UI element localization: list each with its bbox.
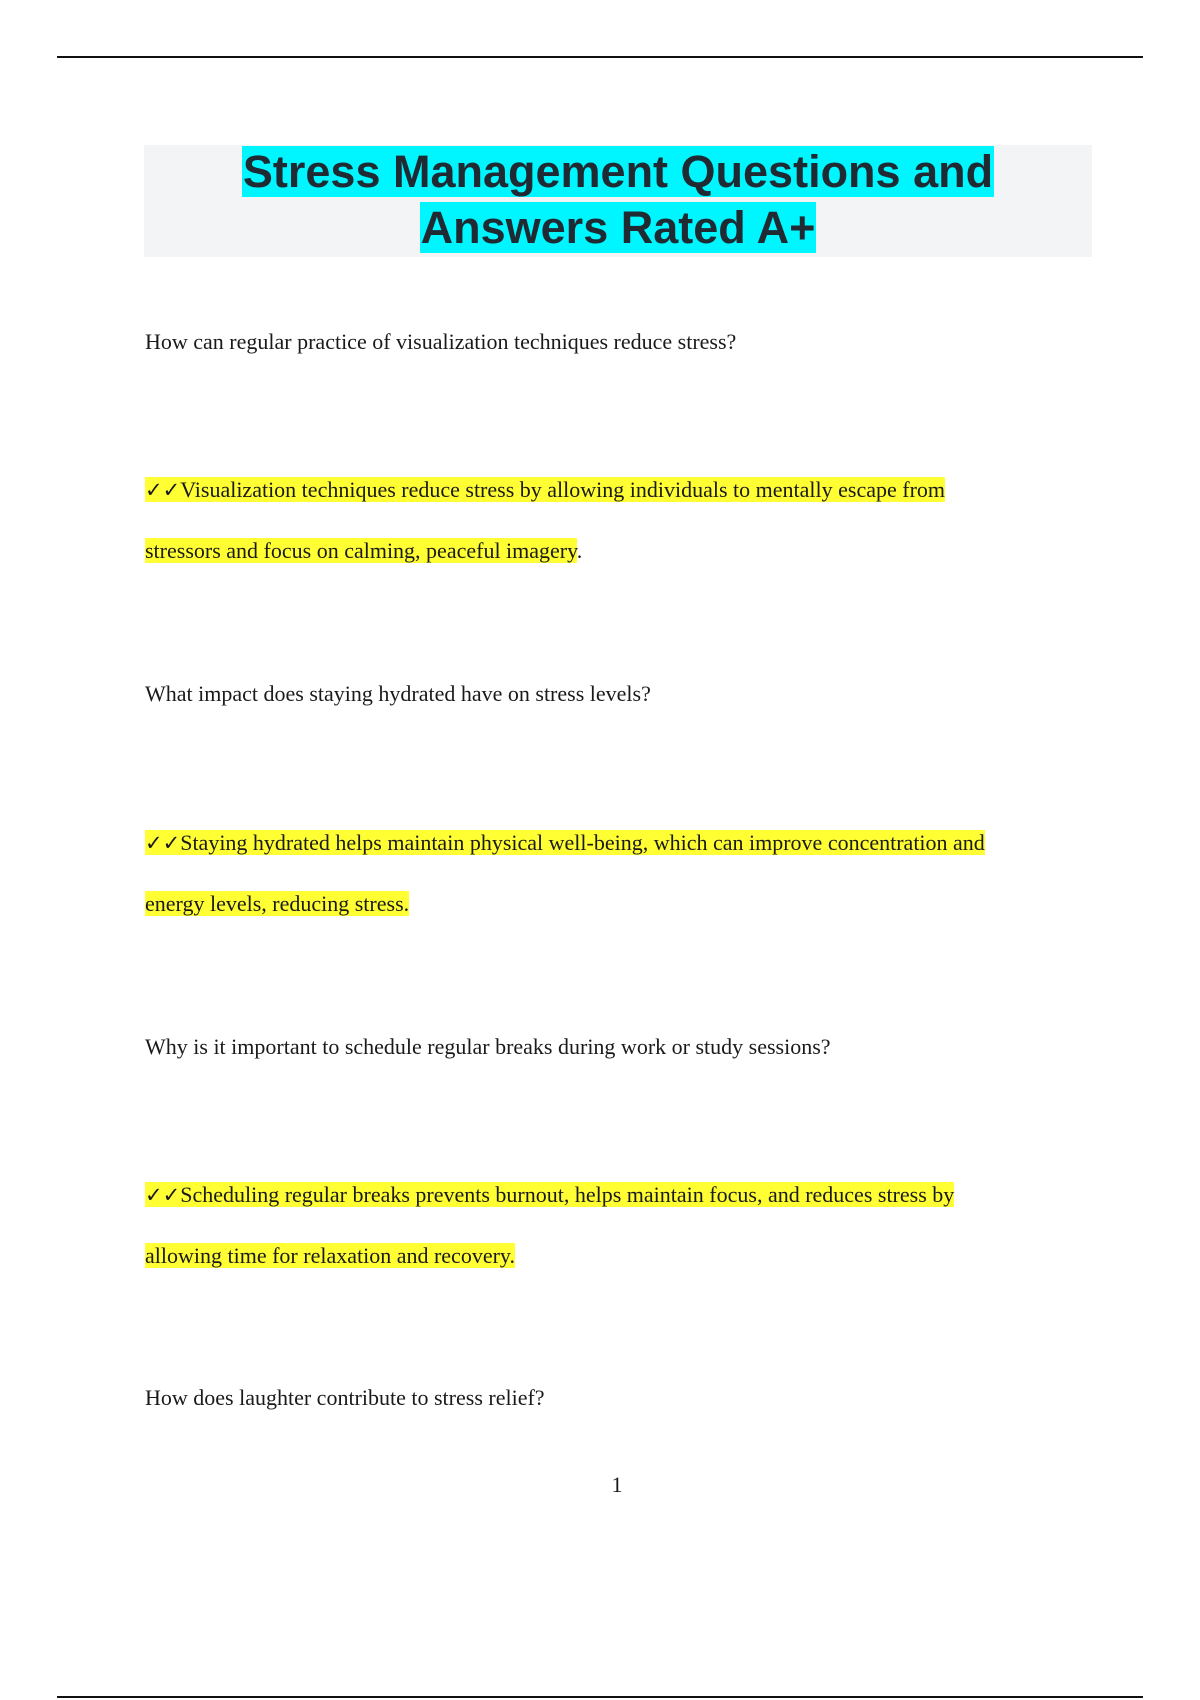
question-4: How does laughter contribute to stress relief? <box>145 1385 545 1410</box>
question-1: How can regular practice of visualization techniques reduce stress? <box>145 329 737 354</box>
page-title-line-2: Answers Rated A+ <box>420 202 816 253</box>
check-mark-icon: ✓✓ <box>145 1183 181 1207</box>
page-title-line-1: Stress Management Questions and <box>242 146 994 197</box>
question-3: Why is it important to schedule regular breaks during work or study sessions? <box>145 1034 831 1059</box>
page-number: 1 <box>611 1472 623 1497</box>
question-2: What impact does staying hydrated have on stress levels? <box>145 681 651 706</box>
check-mark-icon: ✓✓ <box>145 478 181 502</box>
top-rule <box>57 56 1143 58</box>
answer-1-line-2: stressors and focus on calming, peaceful imagery. <box>145 538 583 563</box>
answer-3-line-2: allowing time for relaxation and recovery. <box>145 1243 515 1268</box>
answer-1-line-1: ✓✓Visualization techniques reduce stress by allowing individuals to mentally escape from <box>145 477 946 502</box>
answer-2-line-1: ✓✓Staying hydrated helps maintain physical well-being, which can improve concentration and <box>145 830 985 855</box>
answer-3-line-1: ✓✓Scheduling regular breaks prevents burnout, helps maintain focus, and reduces stress by <box>145 1182 955 1207</box>
title-box <box>144 145 1092 257</box>
bottom-rule <box>57 1696 1143 1698</box>
answer-2-line-2: energy levels, reducing stress. <box>145 891 410 916</box>
check-mark-icon: ✓✓ <box>145 831 181 855</box>
